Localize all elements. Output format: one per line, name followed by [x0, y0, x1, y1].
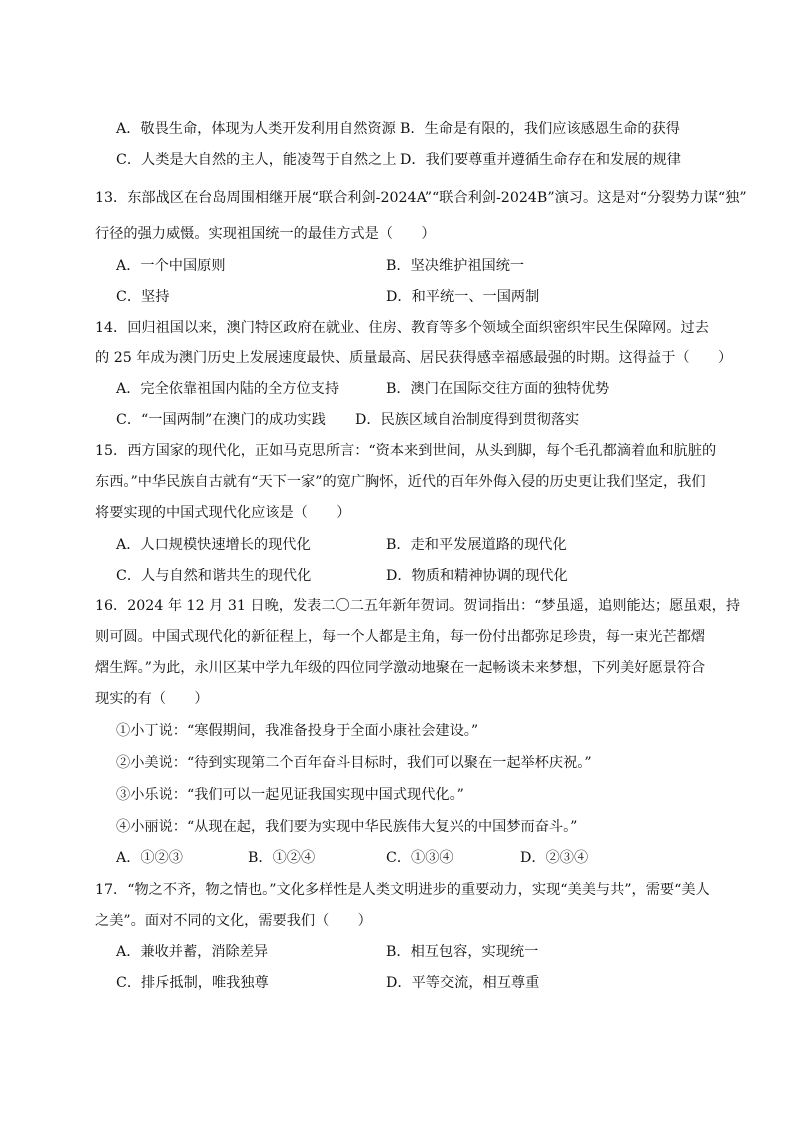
q16-option-d: D．②③④	[520, 850, 589, 866]
q14-option-b: B．澳门在国际交往方面的独特优势	[386, 381, 610, 397]
question-17-text-2: 之美”。面对不同的文化，需要我们（ ）	[95, 913, 372, 929]
question-15-text: 15．西方国家的现代化，正如马克思所言：“资本来到世间，从头到脚，每个毛孔都滴着血和肮脏的	[95, 443, 717, 459]
q16-option-b: B．①②④	[248, 850, 316, 866]
q13-option-c: C．坚持	[116, 289, 170, 305]
q16-statement-1: ①小丁说：“寒假期间，我准备投身于全面小康社会建设。”	[116, 723, 479, 739]
option-d: D．我们要尊重并遵循生命存在和发展的规律	[400, 152, 681, 168]
q14-option-a: A．完全依靠祖国内陆的全方位支持	[116, 381, 340, 397]
option-c: C．人类是大自然的主人，能凌驾于自然之上	[116, 152, 397, 168]
q17-option-a: A．兼收并蓄，消除差异	[116, 944, 269, 960]
question-14-text: 14．回归祖国以来，澳门特区政府在就业、住房、教育等多个领域全面织密织牢民生保障网。过去	[95, 320, 709, 336]
q16-statement-2: ②小美说：“待到实现第二个百年奋斗目标时，我们可以聚在一起举杯庆祝。”	[116, 755, 592, 771]
q15-option-c: C．人与自然和谐共生的现代化	[116, 568, 312, 584]
q13-option-b: B．坚决维护祖国统一	[386, 258, 525, 274]
question-16-text-4: 现实的有（ ）	[95, 691, 209, 707]
option-b: B．生命是有限的，我们应该感恩生命的获得	[400, 121, 680, 137]
q17-option-d: D．平等交流，相互尊重	[386, 975, 540, 991]
q16-option-c: C．①③④	[386, 850, 454, 866]
question-13-text: 13．东部战区在台岛周围相继开展“联合利剑-2024A”“联合利剑-2024B”演习。这是对“分裂势力谋“独”	[95, 190, 747, 206]
q16-statement-3: ③小乐说：“我们可以一起见证我国实现中国式现代化。”	[116, 787, 464, 803]
q17-option-c: C．排斥抵制，唯我独尊	[116, 975, 269, 991]
q16-option-a: A．①②③	[116, 850, 183, 866]
q14-option-c: C．“一国两制”在澳门的成功实践	[116, 412, 326, 428]
q17-option-b: B．相互包容，实现统一	[386, 944, 539, 960]
question-17-text: 17．“物之不齐，物之情也。”文化多样性是人类文明进步的重要动力，实现“美美与共”，需要“美人	[95, 882, 710, 898]
option-a: A．敬畏生命，体现为人类开发利用自然资源	[116, 121, 396, 137]
q15-option-d: D．物质和精神协调的现代化	[386, 568, 568, 584]
question-15-text-3: 将要实现的中国式现代化应该是（ ）	[95, 505, 351, 521]
q13-option-d: D．和平统一、一国两制	[386, 289, 540, 305]
question-14-text-2: 的 25 年成为澳门历史上发展速度最快、质量最高、居民获得感幸福感最强的时期。这得益于（ ）	[95, 350, 733, 366]
q16-statement-4: ④小丽说：“从现在起，我们要为实现中华民族伟大复兴的中国梦而奋斗。”	[116, 819, 578, 835]
question-15-text-2: 东西。”中华民族自古就有“天下一家”的宽广胸怀，近代的百年外侮入侵的历史更让我们坚定，我们	[95, 474, 706, 490]
question-13-text-2: 行径的强力威慑。实现祖国统一的最佳方式是（ ）	[95, 226, 436, 242]
q15-option-b: B．走和平发展道路的现代化	[386, 537, 567, 553]
question-16-text: 16．2024 年 12 月 31 日晚，发表二〇二五年新年贺词。贺词指出：“梦虽遥，追则能达；愿虽艰，持	[95, 598, 741, 614]
q14-option-d: D．民族区域自治制度得到贯彻落实	[355, 412, 580, 428]
question-16-text-3: 熠生辉。”为此，永川区某中学九年级的四位同学激动地聚在一起畅谈未来梦想，下列美好愿景符合	[95, 660, 706, 676]
q13-option-a: A．一个中国原则	[116, 258, 226, 274]
q15-option-a: A．人口规模快速增长的现代化	[116, 537, 311, 553]
question-16-text-2: 则可圆。中国式现代化的新征程上，每一个人都是主角，每一份付出都弥足珍贵，每一束光芒都熠	[95, 629, 706, 645]
